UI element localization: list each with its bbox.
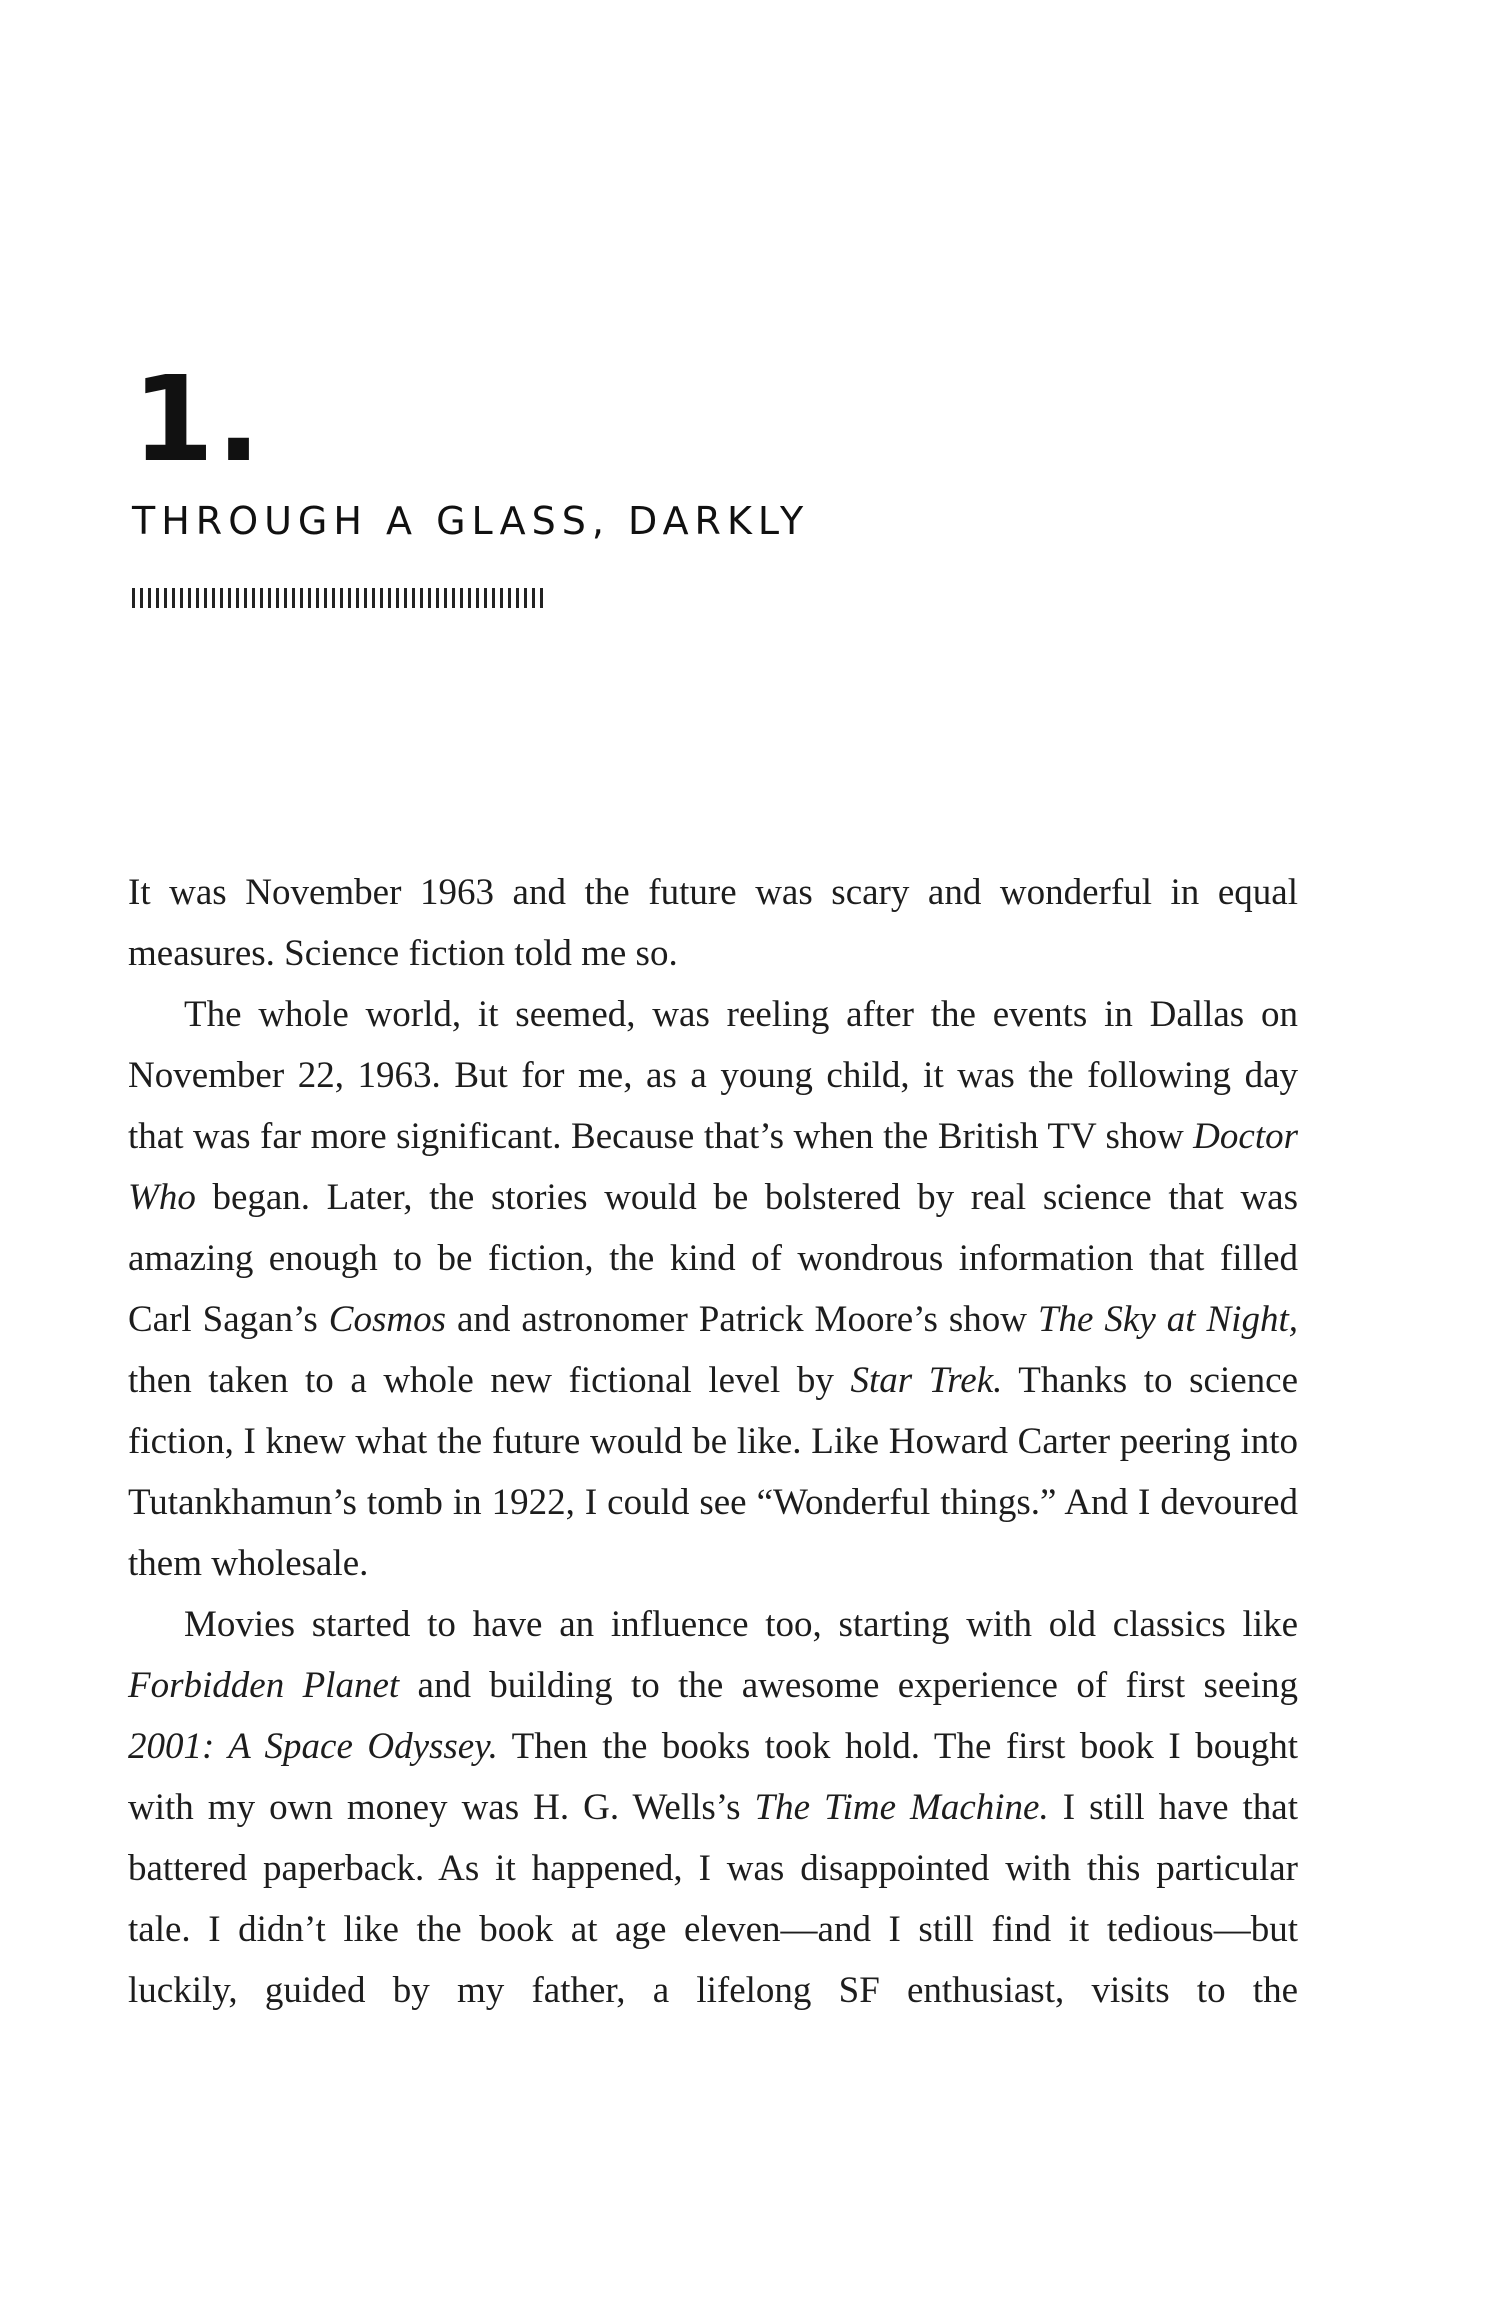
text-run: Thanks to science fiction, I knew what the future would be like. Like Howard Carter peering into Tutankhamun’s tomb in 1922, I could see “Wonderful things.” And I devoured them wholesale. bbox=[128, 1360, 1298, 1584]
text-run: and astronomer Patrick Moore’s show bbox=[445, 1299, 1038, 1340]
text-run: and building to the awesome experience of first seeing bbox=[399, 1665, 1298, 1706]
text-run: then taken to a whole new fictional level by bbox=[128, 1360, 851, 1401]
text-run: Then the books took hold. The first book I bought with my own money was H. G. Wells’s bbox=[128, 1726, 1298, 1828]
paragraph bbox=[128, 862, 1298, 984]
italic-title: The Sky at Night, bbox=[1037, 1299, 1298, 1340]
text-run: The whole world, it seemed, was reeling after the events in Dallas on November 22, 1963. But for me, as a young child, it was the following day that was far more significant. Because that’s when the British TV show bbox=[128, 994, 1298, 1157]
paragraph bbox=[128, 984, 1298, 1594]
italic-title: The Time Machine. bbox=[754, 1787, 1049, 1828]
italic-title: Doctor Who bbox=[128, 1116, 1298, 1218]
italic-title: Forbidden Planet bbox=[128, 1665, 400, 1706]
body-text bbox=[128, 862, 1298, 2021]
italic-title: Cosmos bbox=[328, 1299, 446, 1340]
chapter-title-rule bbox=[132, 588, 543, 608]
text-run: began. Later, the stories would be bolstered by real science that was amazing enough to be fiction, the kind of wondrous information that filled Carl Sagan’s bbox=[128, 1177, 1298, 1340]
text-run: It was November 1963 and the future was scary and wonderful in equal measures. Science fiction told me so. bbox=[128, 872, 1298, 974]
text-run: I still have that battered paperback. As it happened, I was disappointed with this particular tale. I didn’t like the book at age eleven—and I still find it tedious—but luckily, guided by my father, a lifelong SF enthusiast, visits to the bbox=[128, 1787, 1298, 2011]
italic-title: 2001: A Space Odyssey. bbox=[128, 1726, 498, 1767]
chapter-number: 1. bbox=[132, 350, 263, 488]
chapter-title: THROUGH A GLASS, DARKLY bbox=[132, 499, 810, 543]
italic-title: Star Trek. bbox=[850, 1360, 1003, 1401]
text-run: Movies started to have an influence too, starting with old classics like bbox=[184, 1604, 1298, 1645]
paragraph bbox=[128, 1594, 1298, 2021]
